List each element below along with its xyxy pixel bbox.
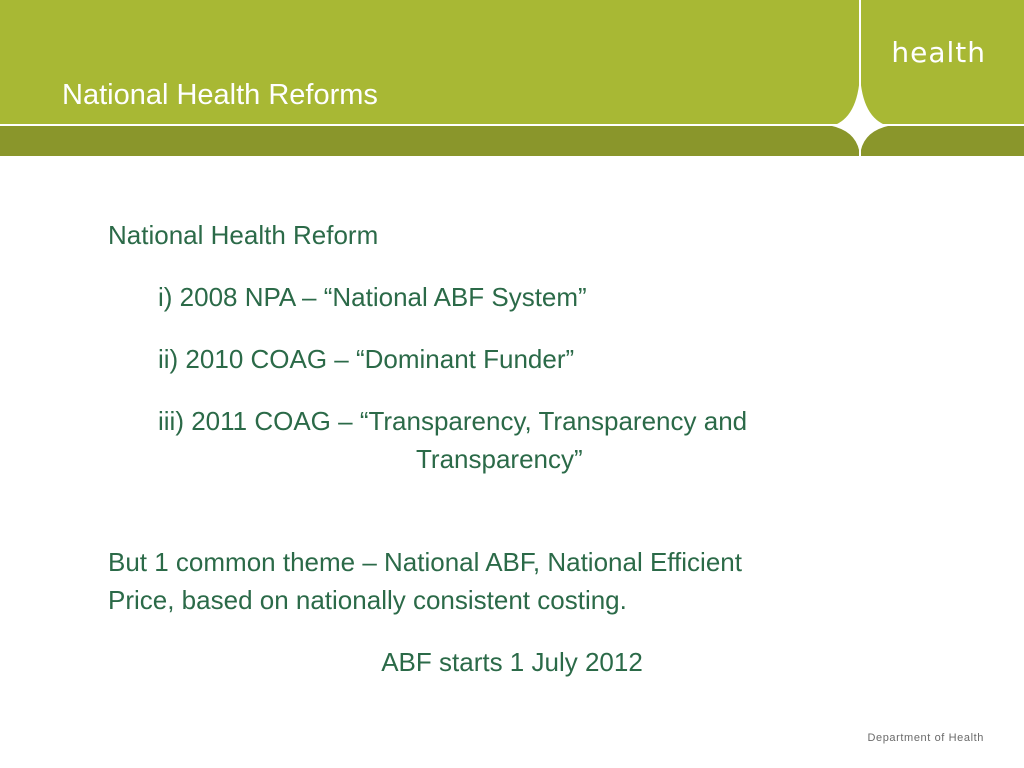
closing-statement: ABF starts 1 July 2012 <box>381 647 643 677</box>
page-title: National Health Reforms <box>62 79 378 111</box>
paragraph-line: But 1 common theme – National ABF, National Efficient <box>108 547 742 577</box>
paragraph-line: Price, based on nationally consistent costing. <box>108 585 627 615</box>
list-item: iii) 2011 COAG – “Transparency, Transparency and <box>158 406 748 436</box>
section-heading: National Health Reform <box>108 220 379 250</box>
list-item: ii) 2010 COAG – “Dominant Funder” <box>158 344 575 374</box>
brand-logo-text: health <box>891 36 986 69</box>
summary-paragraph <box>108 543 908 619</box>
list-item-continuation: Transparency” <box>416 444 583 474</box>
footer-logo-text: Department of Health <box>867 732 984 744</box>
list-item: i) 2008 NPA – “National ABF System” <box>158 282 587 312</box>
